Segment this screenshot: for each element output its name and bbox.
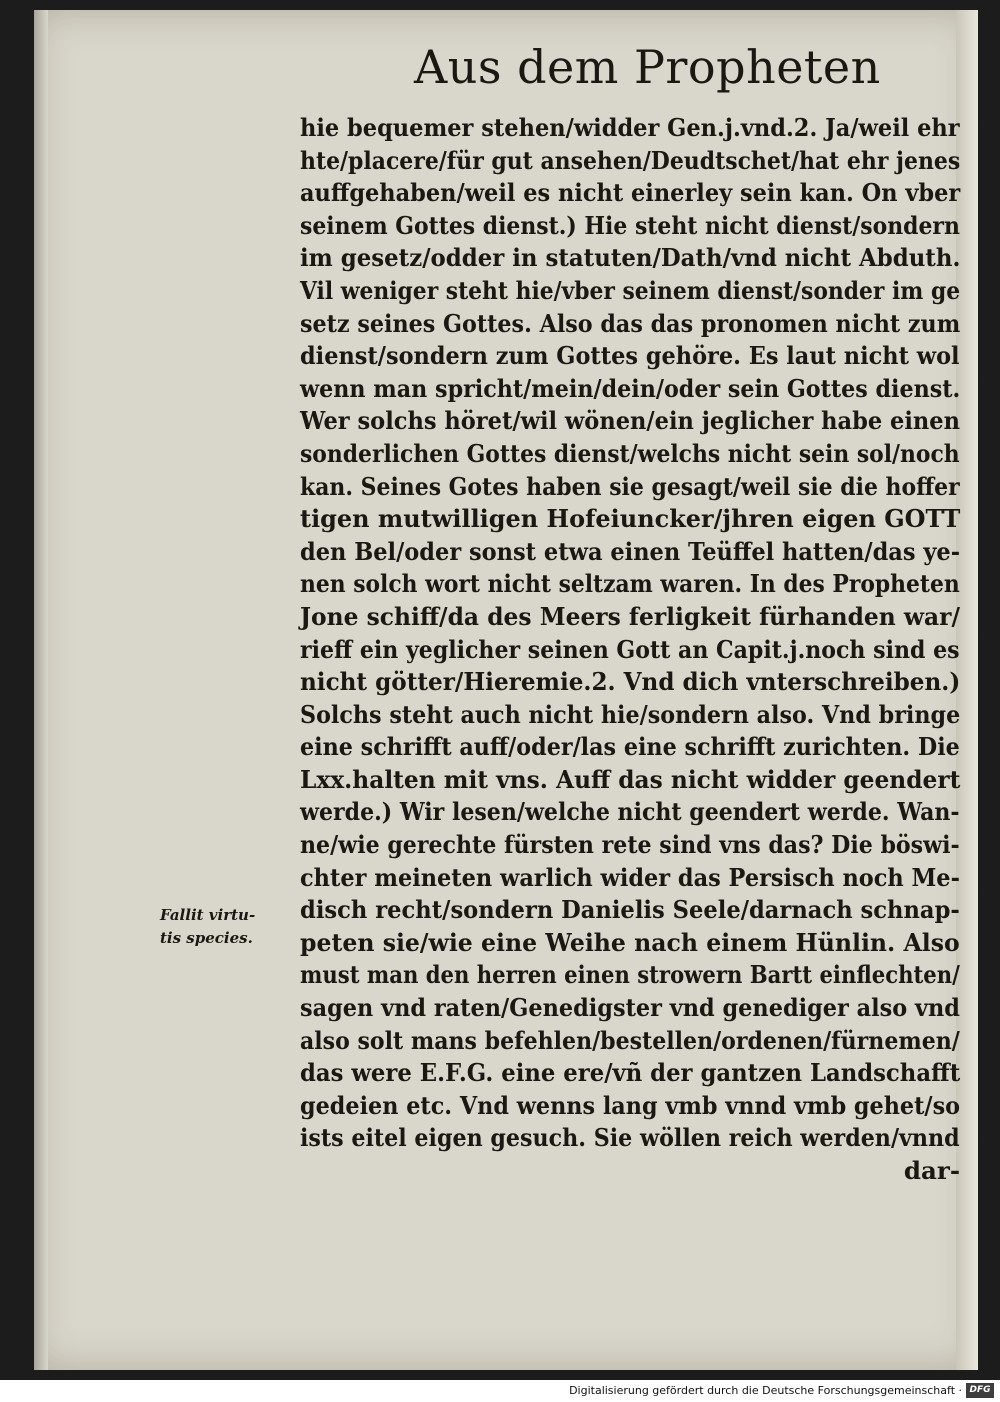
text-line: Lxx.halten mit vns. Auff das nicht widder geendert xyxy=(300,764,961,794)
text-line: must man den herren einen strowern Bartt einflechten/ xyxy=(300,960,960,990)
text-line: seinem Gottes dienst.) Hie steht nicht dienst/sondern xyxy=(300,210,960,240)
text-line: hie bequemer stehen/widder Gen.j.vnd.2. Ja/weil ehr xyxy=(300,113,960,142)
text-line: disch recht/sondern Danielis Seele/darnach schnap- xyxy=(300,895,960,925)
text-line: eine schrifft auff/oder/las eine schrifft zurichten. Die xyxy=(300,732,960,762)
dfg-logo: DFG xyxy=(966,1383,994,1398)
text-line: gedeien etc. Vnd wenns lang vmb vnnd vmb gehet/so xyxy=(300,1090,960,1120)
footer-bar xyxy=(0,1380,1000,1402)
text-line: dienst/sondern zum Gottes gehöre. Es laut nicht wol xyxy=(300,341,960,371)
text-line: ne/wie gerechte fürsten rete sind vns das? Die böswi- xyxy=(300,830,960,860)
marginal-note-line: tis species. xyxy=(160,929,253,947)
text-line: setz seines Gottes. Also das das pronomen nicht zum xyxy=(300,308,961,338)
text-line: tigen mutwilligen Hofeiuncker/jhren eigen GOTT xyxy=(300,504,961,534)
text-line: den Bel/oder sonst etwa einen Teüffel hatten/das ye- xyxy=(300,536,961,566)
marginal-note xyxy=(160,904,290,950)
text-line: sagen vnd raten/Genedigster vnd genediger also vnd xyxy=(300,993,960,1023)
text-line: im gesetz/odder in statuten/Dath/vnd nicht Abduth. xyxy=(300,243,961,273)
page-gutter xyxy=(34,10,48,1370)
body-text xyxy=(300,112,960,1188)
marginal-note-line: Fallit virtu- xyxy=(160,906,256,924)
text-line: rieff ein yeglicher seinen Gott an Capit.j.noch sind es xyxy=(300,634,960,664)
text-line: Jone schiff/da des Meers ferligkeit fürhanden war/ xyxy=(300,601,960,631)
text-line: peten sie/wie eine Weihe nach einem Hünlin. Also xyxy=(300,927,960,957)
text-line: hte/placere/für gut ansehen/Deudtschet/hat ehr jenes xyxy=(300,145,961,175)
text-line: Solchs steht auch nicht hie/sondern also. Vnd bringe xyxy=(300,699,961,729)
text-line: dar- xyxy=(903,1156,960,1185)
text-line: also solt mans befehlen/bestellen/ordenen/fürnemen/ xyxy=(300,1025,960,1055)
text-line: sonderlichen Gottes dienst/welchs nicht sein sol/noch xyxy=(300,438,960,468)
text-line: Vil weniger steht hie/vber seinem dienst/sonder im ge xyxy=(300,275,961,305)
text-line: werde.) Wir lesen/welche nicht geendert werde. Wan- xyxy=(300,797,960,827)
text-line: ists eitel eigen gesuch. Sie wöllen reich werden/vnnd xyxy=(300,1123,960,1153)
text-line: nen solch wort nicht seltzam waren. In des Propheten xyxy=(300,569,960,599)
text-line: auffgehaben/weil es nicht einerley sein kan. On vber xyxy=(300,178,961,208)
text-line: wenn man spricht/mein/dein/oder sein Gottes dienst. xyxy=(300,373,961,403)
book-page xyxy=(34,10,978,1370)
funding-credit: Digitalisierung gefördert durch die Deutsche Forschungsgemeinschaft · xyxy=(569,1384,962,1397)
text-line: kan. Seines Gotes haben sie gesagt/weil sie die hoffer xyxy=(300,471,960,501)
text-line: Wer solchs höret/wil wönen/ein jeglicher habe einen xyxy=(300,406,961,436)
running-head: Aus dem Propheten xyxy=(414,40,881,94)
text-line: chter meineten warlich wider das Persisch noch Me- xyxy=(300,862,960,892)
text-line: das were E.F.G. eine ere/vñ der gantzen Landschafft xyxy=(300,1058,961,1088)
text-line: nicht götter/Hieremie.2. Vnd dich vnterschreiben.) xyxy=(300,667,961,697)
